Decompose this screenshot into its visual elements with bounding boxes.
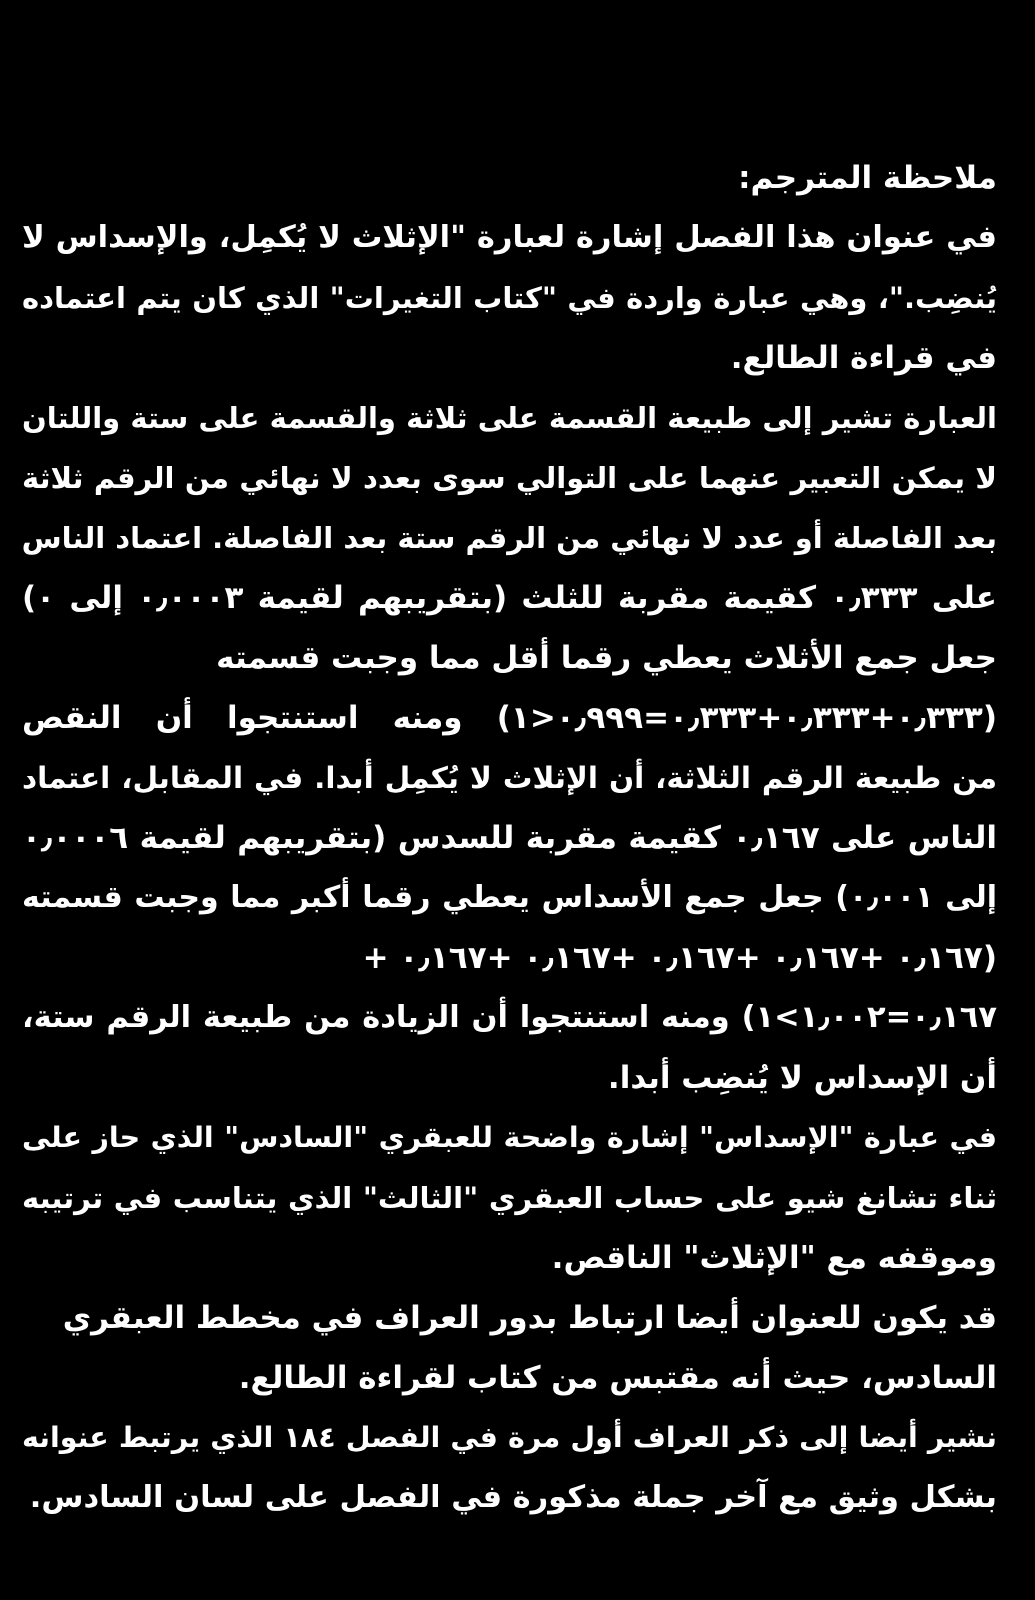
note-line: إلى ٠٫٠٠١) جعل جمع الأسداس يعطي رقما أكبر مما وجبت قسمته xyxy=(22,880,997,915)
note-line: في قراءة الطالع. xyxy=(730,340,997,376)
note-body xyxy=(22,208,997,1528)
note-line: جعل جمع الأثلاث يعطي رقما أقل مما وجبت قسمته xyxy=(216,640,997,676)
note-line: الناس على ٠٫١٦٧ كقيمة مقربة للسدس (بتقريبهم لقيمة ٠٫٠٠٠٦ xyxy=(22,820,997,856)
note-line: ٠٫١٦٧=١٫٠٠٢>١) ومنه استنتجوا أن الزيادة من طبيعة الرقم ستة، xyxy=(22,1000,997,1035)
note-line: وموقفه مع "الإثلاث" الناقص. xyxy=(551,1240,997,1276)
note-line: نشير أيضا إلى ذكر العراف أول مرة في الفصل ١٨٤ الذي يرتبط عنوانه xyxy=(22,1421,997,1454)
note-line: العبارة تشير إلى طبيعة القسمة على ثلاثة والقسمة على ستة واللتان xyxy=(22,401,997,435)
note-line: بشكل وثيق مع آخر جملة مذكورة في الفصل على لسان السادس. xyxy=(29,1480,997,1515)
translator-note xyxy=(22,148,997,1528)
note-line: في عنوان هذا الفصل إشارة لعبارة "الإثلاث لا يُكمِل، والإسداس لا xyxy=(22,220,997,255)
note-line: ثناء تشانغ شيو على حساب العبقري "الثالث" الذي يتناسب في ترتيبه xyxy=(22,1181,997,1215)
note-line: بعد الفاصلة أو عدد لا نهائي من الرقم ستة بعد الفاصلة. اعتماد الناس xyxy=(21,521,997,555)
note-line: (٠٫٣٣٣+٠٫٣٣٣+٠٫٣٣٣=٠٫٩٩٩<١) ومنه استنتجوا أن النقص xyxy=(22,700,997,736)
note-line: على ٠٫٣٣٣ كقيمة مقربة للثلث (بتقريبهم لقيمة ٠٫٠٠٠٣ إلى ٠) xyxy=(22,580,997,616)
note-line: من طبيعة الرقم الثلاثة، أن الإثلاث لا يُكمِل أبدا. في المقابل، اعتماد xyxy=(22,761,997,795)
note-line: (٠٫١٦٧ +٠٫١٦٧ +٠٫١٦٧ +٠٫١٦٧ +٠٫١٦٧ + xyxy=(362,940,997,976)
note-line: قد يكون للعنوان أيضا ارتباط بدور العراف في مخطط العبقري xyxy=(62,1300,997,1336)
note-line: لا يمكن التعبير عنهما على التوالي سوى بعدد لا نهائي من الرقم ثلاثة xyxy=(22,461,997,495)
note-line: أن الإسداس لا يُنضِب أبدا. xyxy=(607,1060,997,1096)
note-line: في عبارة "الإسداس" إشارة واضحة للعبقري "السادس" الذي حاز على xyxy=(22,1121,997,1154)
note-line: يُنضِب."، وهي عبارة واردة في "كتاب التغيرات" الذي كان يتم اعتماده xyxy=(22,281,997,315)
note-heading: ملاحظة المترجم: xyxy=(738,160,997,196)
note-line: السادس، حيث أنه مقتبس من كتاب لقراءة الطالع. xyxy=(238,1360,997,1396)
